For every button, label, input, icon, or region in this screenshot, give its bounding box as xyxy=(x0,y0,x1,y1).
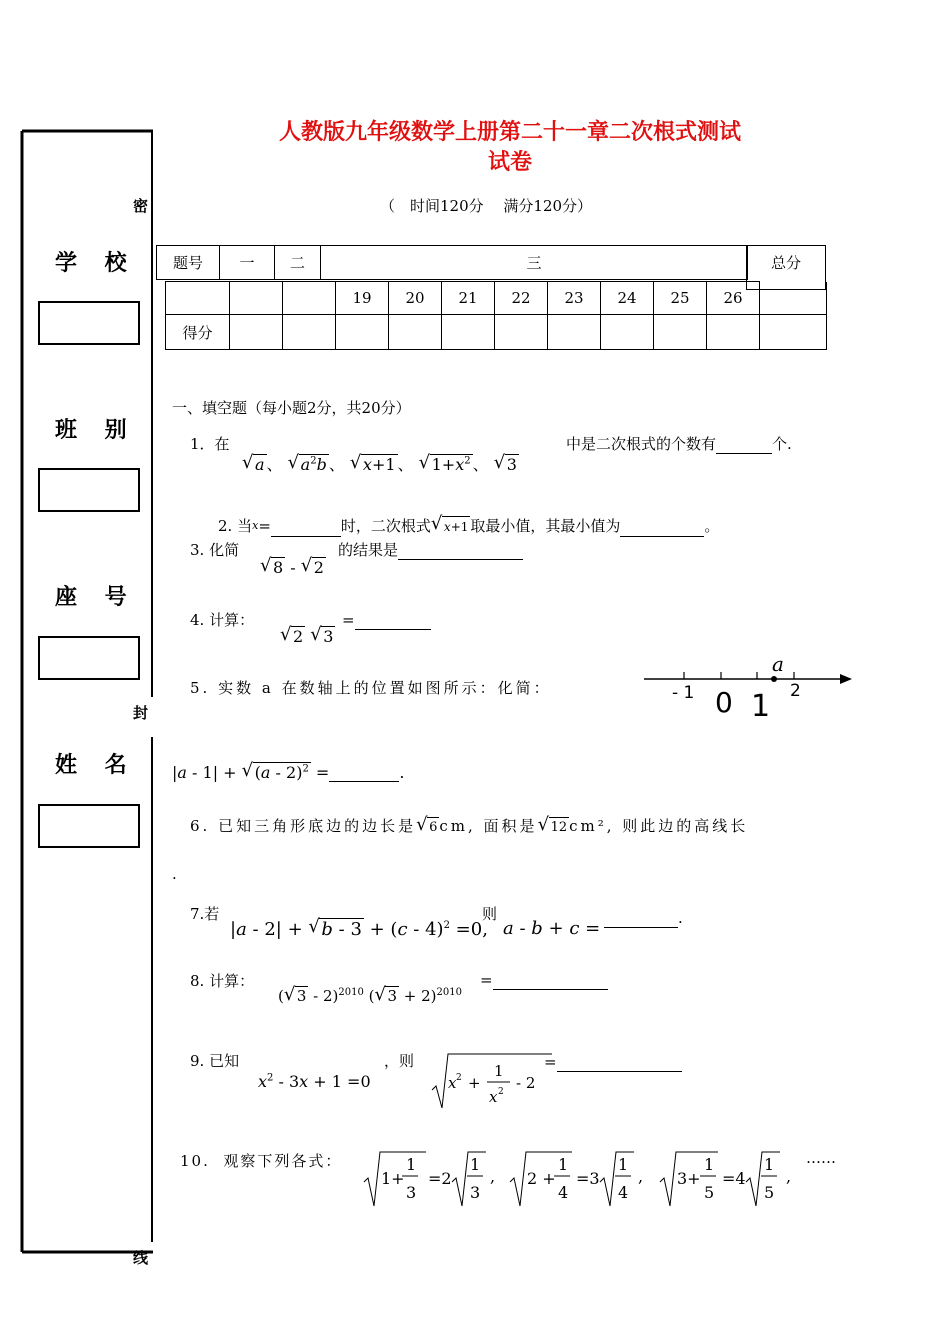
q6-end: . xyxy=(172,865,177,883)
q4-answer-blank[interactable] xyxy=(355,629,431,630)
empty-cell xyxy=(166,282,230,315)
svg-text:,: , xyxy=(786,1167,792,1186)
section-1-title: 一、填空题（每小题2分，共20分） xyxy=(172,399,411,417)
svg-text:2: 2 xyxy=(498,1087,504,1097)
svg-text:3: 3 xyxy=(470,1183,481,1202)
q9-answer: = xyxy=(544,1052,682,1072)
seal-xian: 线 xyxy=(133,1249,149,1267)
header-3: 三 xyxy=(321,246,748,280)
q7-then: 则 xyxy=(482,905,498,923)
col-21: 21 xyxy=(442,282,495,315)
header-total: 总分 xyxy=(746,245,826,290)
q8-expression: (√ 3 - 2)$^{2010}$ (√ 3 + 2)$^{2010}$ xyxy=(278,986,462,1005)
col-24: 24 xyxy=(601,282,654,315)
q4-expression: √ 2 √ 3 xyxy=(280,626,335,646)
score-cell[interactable] xyxy=(707,315,760,350)
label-0: 0 xyxy=(715,686,733,719)
col-22: 22 xyxy=(495,282,548,315)
svg-text:=3: =3 xyxy=(576,1169,600,1188)
svg-text:5: 5 xyxy=(764,1183,775,1202)
number-line-arrow xyxy=(840,674,852,684)
col-26: 26 xyxy=(707,282,760,315)
header-2: 二 xyxy=(275,246,321,280)
q2-blank-x[interactable] xyxy=(271,536,341,537)
svg-text:x: x xyxy=(448,1074,457,1092)
empty-cell xyxy=(283,282,336,315)
q4-label: 4. 计算： xyxy=(190,611,255,629)
q8-answer: = xyxy=(480,970,608,990)
q5-answer-blank[interactable] xyxy=(329,781,399,782)
score-label: 得分 xyxy=(166,315,230,350)
svg-text:1: 1 xyxy=(494,1062,504,1080)
q9-then: ，则 xyxy=(384,1052,415,1070)
q8-answer-blank[interactable] xyxy=(493,989,608,990)
seal-feng: 封 xyxy=(133,704,149,722)
q9-label: 9. 已知 xyxy=(190,1052,240,1070)
label-1: 1 xyxy=(751,689,771,722)
seal-mi: 密 xyxy=(133,197,149,215)
q5-expression: |a - 1| + √ (a - 2)$^2$ = . xyxy=(172,762,404,782)
subtitle: （ 时间120分 满分120分） xyxy=(380,197,593,215)
q9-condition: $x^2 - 3x + 1 =0$ xyxy=(258,1072,371,1091)
name-label: 姓 名 xyxy=(55,753,137,778)
svg-text:1+: 1+ xyxy=(381,1169,405,1188)
svg-text:3+: 3+ xyxy=(677,1169,701,1188)
school-label: 学 校 xyxy=(55,251,137,276)
q7-target: a - b + c = xyxy=(503,918,601,939)
q10-ellipsis: …… xyxy=(806,1149,836,1167)
school-box[interactable] xyxy=(38,301,140,345)
q4-answer: = xyxy=(342,610,431,630)
seat-box[interactable] xyxy=(38,636,140,680)
col-23: 23 xyxy=(548,282,601,315)
label-minus-1: - 1 xyxy=(672,683,695,703)
q7-label: 7.若 xyxy=(190,905,220,923)
q9-answer-blank[interactable] xyxy=(557,1071,682,1072)
q3-answer-blank[interactable] xyxy=(398,559,523,560)
point-a xyxy=(771,676,777,682)
score-cell[interactable] xyxy=(230,315,283,350)
svg-text:+: + xyxy=(468,1074,481,1092)
q7-answer-blank[interactable] xyxy=(604,927,678,928)
score-table-header xyxy=(156,245,748,280)
svg-text:4: 4 xyxy=(558,1183,569,1202)
title-line-1: 人教版九年级数学上册第二十一章二次根式测试 xyxy=(278,119,741,145)
svg-text:4: 4 xyxy=(618,1183,629,1202)
svg-text:2: 2 xyxy=(456,1073,462,1083)
class-box[interactable] xyxy=(38,468,140,512)
q3-expression: √ 8 - √ 2 xyxy=(260,557,326,577)
q7-answer: . xyxy=(604,908,683,928)
svg-text:1: 1 xyxy=(558,1155,569,1174)
col-20: 20 xyxy=(389,282,442,315)
svg-text:2 +: 2 + xyxy=(527,1169,556,1188)
q2-line: 2. 当$^x$= 时，二次根式√ x+1 取最小值，其最小值为 。 xyxy=(218,516,719,537)
svg-text:,: , xyxy=(490,1167,496,1186)
seat-label: 座 号 xyxy=(55,585,137,610)
header-tihao: 题号 xyxy=(157,246,220,280)
empty-cell xyxy=(230,282,283,315)
number-line xyxy=(640,652,855,722)
score-cell[interactable] xyxy=(601,315,654,350)
svg-text:=4: =4 xyxy=(722,1169,746,1188)
score-cell[interactable] xyxy=(654,315,707,350)
empty-cell xyxy=(760,282,827,315)
svg-text:=2: =2 xyxy=(428,1169,452,1188)
svg-text:1: 1 xyxy=(764,1155,775,1174)
q10-line: 10. 观察下列各式： xyxy=(180,1152,343,1170)
score-cell[interactable] xyxy=(495,315,548,350)
svg-text:1: 1 xyxy=(704,1155,715,1174)
svg-text:1: 1 xyxy=(470,1155,481,1174)
score-cell[interactable] xyxy=(389,315,442,350)
svg-text:1: 1 xyxy=(406,1155,417,1174)
header-1: 一 xyxy=(220,246,275,280)
score-cell[interactable] xyxy=(548,315,601,350)
svg-text:5: 5 xyxy=(704,1183,715,1202)
name-box[interactable] xyxy=(38,804,140,848)
q1-label: 1．在 xyxy=(190,435,230,453)
q5-line: 5. 实数 a 在数轴上的位置如图所示：化简： xyxy=(190,679,552,697)
score-cell[interactable] xyxy=(283,315,336,350)
svg-text:- 2: - 2 xyxy=(516,1074,536,1092)
score-cell[interactable] xyxy=(336,315,389,350)
score-cell-total[interactable] xyxy=(760,315,827,350)
score-cell[interactable] xyxy=(442,315,495,350)
score-table xyxy=(165,281,827,350)
title-line-2: 试卷 xyxy=(487,149,532,175)
q2-blank-min[interactable] xyxy=(620,536,704,537)
svg-text:1: 1 xyxy=(618,1155,629,1174)
label-2: 2 xyxy=(790,681,801,701)
q8-label: 8. 计算： xyxy=(190,972,255,990)
svg-text:3: 3 xyxy=(406,1183,417,1202)
q1-answer-blank[interactable] xyxy=(716,453,772,454)
q10-pattern xyxy=(362,1146,852,1214)
q1-expressions: √ a 、 √ $a^2b$ 、 √ x+1 、 √ $1+x^2$ 、 √ 3 xyxy=(242,452,519,475)
svg-text:,: , xyxy=(638,1167,644,1186)
q3-tail: 的结果是 xyxy=(338,540,523,560)
q1-tail: 中是二次根式的个数有 个. xyxy=(566,435,792,453)
point-a-label: a xyxy=(772,652,784,676)
q9-expression xyxy=(430,1050,555,1112)
q7-expression: |a - 2| + √ b - 3 + (c - 4)$^2$ =0, xyxy=(230,918,488,940)
q3-label: 3. 化简 xyxy=(190,541,240,559)
col-25: 25 xyxy=(654,282,707,315)
svg-text:x: x xyxy=(489,1088,498,1106)
col-19: 19 xyxy=(336,282,389,315)
class-label: 班 别 xyxy=(55,418,137,443)
q6-line: 6. 已知三角形底边的边长是√ 6 cm, 面积是√ 12 cm², 则此边的高线长 xyxy=(190,816,748,838)
